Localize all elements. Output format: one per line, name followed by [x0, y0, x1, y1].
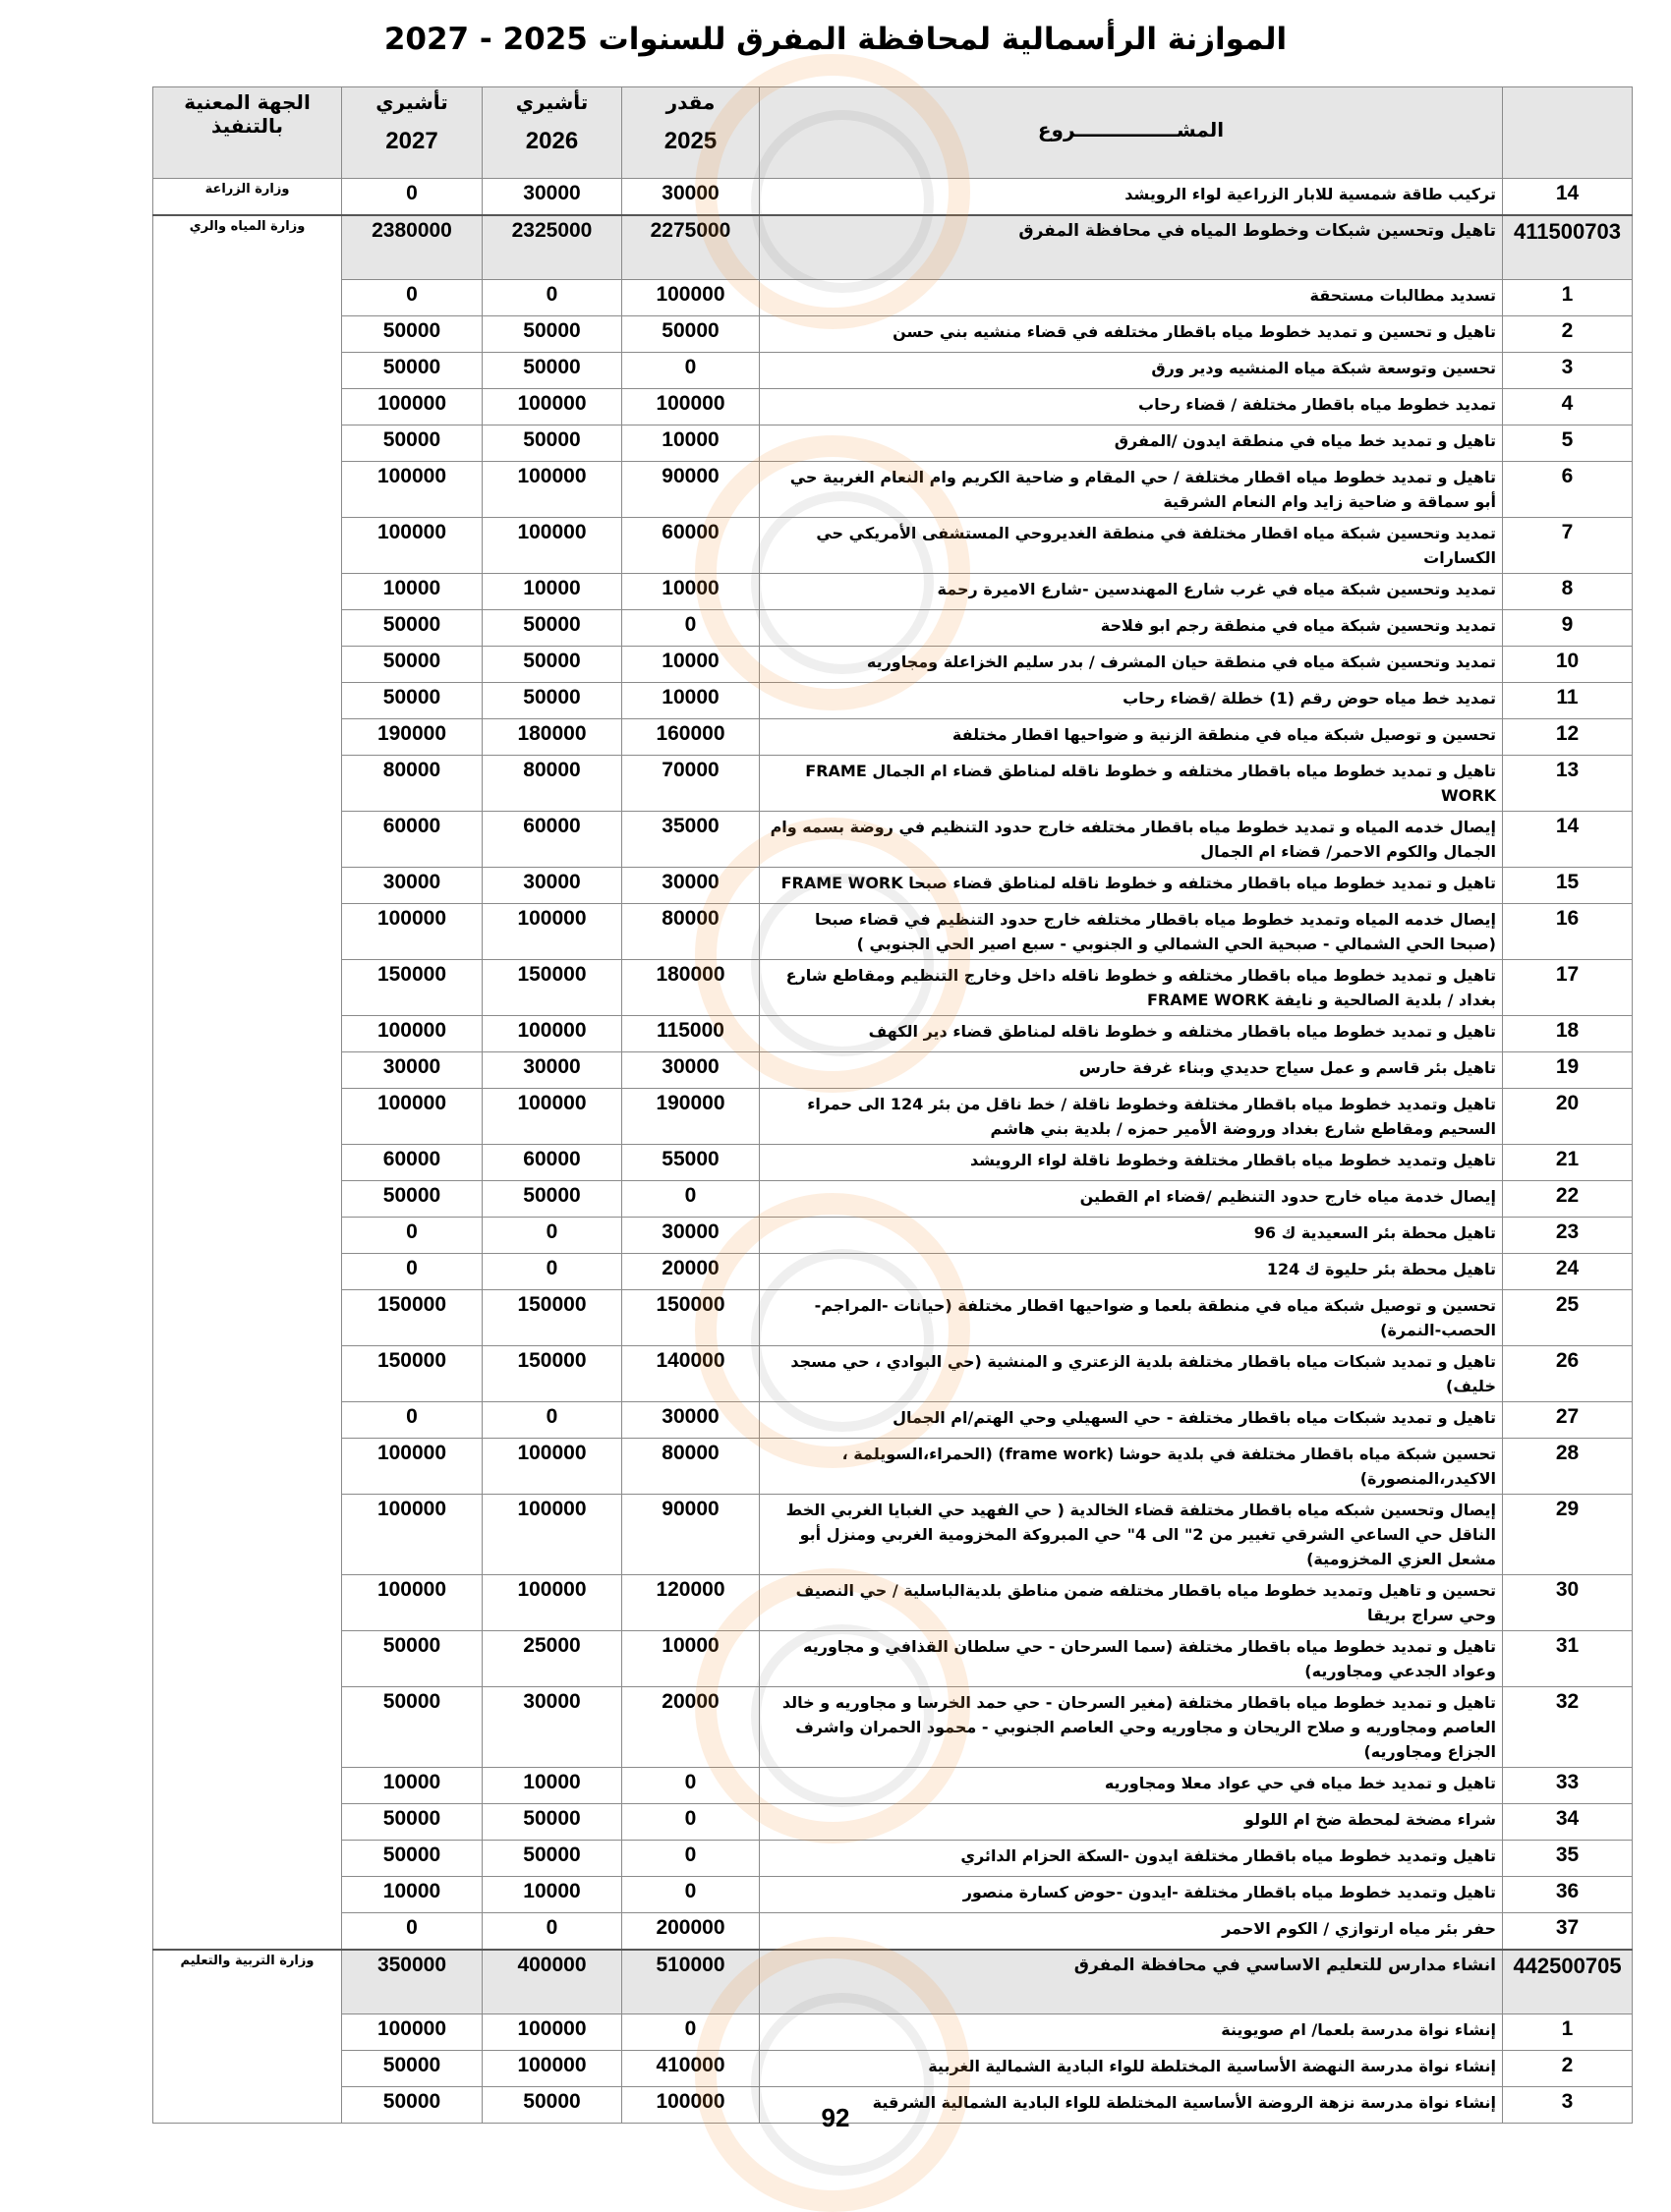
row-2027: 60000	[342, 1145, 483, 1181]
row-2027: 10000	[342, 574, 483, 610]
row-number: 24	[1503, 1254, 1633, 1290]
row-2027: 0	[342, 280, 483, 316]
table-row	[153, 904, 1633, 960]
row-2025: 100000	[622, 389, 760, 425]
row-number: 16	[1503, 904, 1633, 960]
row-2027: 100000	[342, 1089, 483, 1145]
row-2025: 80000	[622, 904, 760, 960]
row-2026: 30000	[483, 868, 622, 904]
row-project: إنشاء نواة مدرسة بلعما/ ام صويوينة	[760, 2014, 1503, 2051]
row-project: تحسين و توصيل شبكة مياه في منطقة بلعما و ضواحيها اقطار مختلفة (حيانات -المراجم-الحصب-النمرة)	[760, 1290, 1503, 1346]
row-2026: 150000	[483, 1346, 622, 1402]
row-project: تاهيل و تمديد خط مياه في منطقة ايدون /المفرق	[760, 425, 1503, 462]
table-row	[153, 179, 1633, 216]
header-2027	[342, 87, 483, 179]
row-project: تاهيل و تمديد خط مياه في حي عواد معلا ومجاوريه	[760, 1768, 1503, 1804]
table-row	[153, 353, 1633, 389]
row-2027: 10000	[342, 1768, 483, 1804]
row-2025: 10000	[622, 1631, 760, 1687]
row-2027: 100000	[342, 2014, 483, 2051]
row-2027: 50000	[342, 425, 483, 462]
row-project: تاهيل و تمديد خطوط مياه باقطار مختلفه و خطوط ناقله لمناطق قضاء ام الجمال FRAME WORK	[760, 756, 1503, 812]
row-2026: 10000	[483, 1877, 622, 1913]
page-number: 92	[821, 2103, 850, 2132]
row-2025: 10000	[622, 574, 760, 610]
row-project: تاهيل وتمديد خطوط مياه باقطار مختلفة وخطوط ناقلة لواء الرويشد	[760, 1145, 1503, 1181]
row-number: 2	[1503, 316, 1633, 353]
row-2027: 50000	[342, 610, 483, 647]
row-2025: 410000	[622, 2051, 760, 2087]
row-2027: 100000	[342, 1575, 483, 1631]
header-2025-label: مقدر	[665, 90, 716, 114]
row-2025: 0	[622, 1877, 760, 1913]
header-2027-year: 2027	[385, 128, 438, 154]
row-project: إنشاء نواة مدرسة نزهة الروضة الأساسية المختلطة للواء البادية الشمالية الشرقية	[760, 2087, 1503, 2124]
row-2025: 0	[622, 1768, 760, 1804]
row-2025: 160000	[622, 719, 760, 756]
row-number: 28	[1503, 1439, 1633, 1495]
row-2026: 50000	[483, 1804, 622, 1841]
table-row	[153, 1218, 1633, 1254]
row-2025: 30000	[622, 179, 760, 216]
row-number: 5	[1503, 425, 1633, 462]
row-number: 32	[1503, 1687, 1633, 1768]
table-row	[153, 647, 1633, 683]
row-2026: 150000	[483, 1290, 622, 1346]
header-project	[760, 87, 1503, 179]
row-2025: 90000	[622, 462, 760, 518]
row-2026: 100000	[483, 1016, 622, 1052]
row-2027: 50000	[342, 683, 483, 719]
row-2025: 120000	[622, 1575, 760, 1631]
header-department: الجهة المعنية بالتنفيذ	[153, 87, 342, 179]
table-row	[153, 1089, 1633, 1145]
row-number: 14	[1503, 812, 1633, 868]
group-department: وزارة المياه والري	[153, 215, 342, 1950]
row-2025: 10000	[622, 683, 760, 719]
row-project: تاهيل محطة بئر السعيدية ك 96	[760, 1218, 1503, 1254]
row-2027: 0	[342, 1913, 483, 1951]
header-2026	[483, 87, 622, 179]
row-2025: 50000	[622, 316, 760, 353]
row-2025: 190000	[622, 1089, 760, 1145]
row-project: تاهيل و تمديد خطوط مياه باقطار مختلفة (سما السرحان - حي سلطان القذافي و مجاوريه وعواد الجدعي ومجاوريه)	[760, 1631, 1503, 1687]
row-project: تحسين شبكة مياه باقطار مختلفة في بلدية حوشا (frame work) (الحمراء،السويلمة ، الاكيدر،المنصورة)	[760, 1439, 1503, 1495]
row-2027: 0	[342, 1254, 483, 1290]
table-row	[153, 462, 1633, 518]
table-row	[153, 1290, 1633, 1346]
row-number: 6	[1503, 462, 1633, 518]
row-2026: 25000	[483, 1631, 622, 1687]
row-project: إيصال وتحسين شبكه مياه باقطار مختلفة قضاء الخالدية ( حي الفهيد حي الغبايا الغربي الخط الناقل حي الساعي الشرقي تغيير من 2" الى 4" حي المبروكة المخزومية الغربي ومنزل أبو مشعل العزي المخزومية)	[760, 1495, 1503, 1575]
row-number: 3	[1503, 353, 1633, 389]
table-row	[153, 1052, 1633, 1089]
group-row	[153, 1950, 1633, 2014]
row-project: حفر بئر مياه ارتوازي / الكوم الاحمر	[760, 1913, 1503, 1951]
row-2026: 0	[483, 1402, 622, 1439]
row-project: تمديد وتحسين شبكة مياه اقطار مختلفة في منطقة الغديروحي المستشفى الأمريكي حي الكسارات	[760, 518, 1503, 574]
row-2027: 80000	[342, 756, 483, 812]
row-2025: 30000	[622, 1052, 760, 1089]
header-number	[1503, 87, 1633, 179]
row-2025: 35000	[622, 812, 760, 868]
table-row	[153, 960, 1633, 1016]
row-2027: 100000	[342, 462, 483, 518]
table-row	[153, 683, 1633, 719]
row-2025: 90000	[622, 1495, 760, 1575]
table-row	[153, 2051, 1633, 2087]
row-number: 15	[1503, 868, 1633, 904]
table-row	[153, 868, 1633, 904]
row-number: 18	[1503, 1016, 1633, 1052]
row-2026: 60000	[483, 1145, 622, 1181]
table-row	[153, 610, 1633, 647]
row-project: تمديد خط مياه حوض رقم (1) خطلة /قضاء رحاب	[760, 683, 1503, 719]
row-2026: 100000	[483, 462, 622, 518]
row-number: 37	[1503, 1913, 1633, 1951]
table-row	[153, 1804, 1633, 1841]
row-2027: 50000	[342, 1804, 483, 1841]
table-row	[153, 280, 1633, 316]
row-2025: 80000	[622, 1439, 760, 1495]
row-2025: 0	[622, 2014, 760, 2051]
table-row	[153, 1402, 1633, 1439]
row-2027: 100000	[342, 1016, 483, 1052]
row-2026: 10000	[483, 574, 622, 610]
row-2026: 100000	[483, 1439, 622, 1495]
row-2026: 100000	[483, 2051, 622, 2087]
capital-budget-table	[152, 86, 1633, 2124]
table-row	[153, 719, 1633, 756]
row-2026: 100000	[483, 518, 622, 574]
row-2026: 50000	[483, 647, 622, 683]
table-row	[153, 1254, 1633, 1290]
row-2026: 50000	[483, 1181, 622, 1218]
row-2027: 50000	[342, 316, 483, 353]
row-2026: 0	[483, 1913, 622, 1951]
row-project: تاهيل و تحسين و تمديد خطوط مياه باقطار مختلفه في قضاء منشيه بني حسن	[760, 316, 1503, 353]
row-project: تسديد مطالبات مستحقة	[760, 280, 1503, 316]
row-number: 20	[1503, 1089, 1633, 1145]
row-2025: 20000	[622, 1687, 760, 1768]
header-2026-year: 2026	[525, 128, 579, 154]
row-2025: 115000	[622, 1016, 760, 1052]
row-number: 21	[1503, 1145, 1633, 1181]
row-project: تركيب طاقة شمسية للابار الزراعية لواء الرويشد	[760, 179, 1503, 216]
row-2027: 100000	[342, 1495, 483, 1575]
row-2025: 60000	[622, 518, 760, 574]
row-2026: 50000	[483, 1841, 622, 1877]
row-2026: 50000	[483, 425, 622, 462]
row-2027: 100000	[342, 518, 483, 574]
row-2026: 50000	[483, 353, 622, 389]
row-2027: 150000	[342, 1346, 483, 1402]
group-2025: 510000	[622, 1950, 760, 2014]
table-header-row	[153, 87, 1633, 179]
row-2026: 30000	[483, 1052, 622, 1089]
row-2026: 100000	[483, 1089, 622, 1145]
row-number: 1	[1503, 280, 1633, 316]
row-2027: 30000	[342, 868, 483, 904]
header-project-label: المشـــــــــــــــروع	[1037, 118, 1225, 142]
row-project: تحسين و توصيل شبكة مياه في منطقة الزنية و ضواحيها اقطار مختلفة	[760, 719, 1503, 756]
row-project: تمديد وتحسين شبكة مياه في منطقة حيان المشرف / بدر سليم الخزاعلة ومجاوريه	[760, 647, 1503, 683]
group-2027: 350000	[342, 1950, 483, 2014]
row-2025: 0	[622, 1841, 760, 1877]
table-row	[153, 1575, 1633, 1631]
row-2025: 20000	[622, 1254, 760, 1290]
row-project: تاهيل و تمديد خطوط مياه باقطار مختلفه و خطوط ناقله داخل وخارج التنظيم ومقاطع شارع بغداد / بلدية الصالحية و نايفة FRAME WORK	[760, 960, 1503, 1016]
group-2025: 2275000	[622, 215, 760, 280]
row-2025: 30000	[622, 1218, 760, 1254]
row-project: تحسين وتوسعة شبكة مياه المنشيه ودير ورق	[760, 353, 1503, 389]
row-number: 8	[1503, 574, 1633, 610]
table-row	[153, 1181, 1633, 1218]
row-project: تاهيل و تمديد خطوط مياه اقطار مختلفة / حي المقام و ضاحية الكريم وام النعام الغربية حي أبو سماقة و ضاحية زايد وام النعام الشرقية	[760, 462, 1503, 518]
row-2026: 100000	[483, 2014, 622, 2051]
row-2025: 0	[622, 1181, 760, 1218]
row-number: 25	[1503, 1290, 1633, 1346]
row-2027: 30000	[342, 1052, 483, 1089]
row-project: تاهيل و تمديد خطوط مياه باقطار مختلفه و خطوط ناقله لمناطق قضاء دير الكهف	[760, 1016, 1503, 1052]
row-2027: 50000	[342, 647, 483, 683]
row-department: وزارة الزراعة	[153, 179, 342, 216]
row-2027: 0	[342, 179, 483, 216]
row-2026: 30000	[483, 1687, 622, 1768]
row-number: 27	[1503, 1402, 1633, 1439]
row-2025: 0	[622, 610, 760, 647]
row-number: 29	[1503, 1495, 1633, 1575]
row-2026: 60000	[483, 812, 622, 868]
group-department: وزارة التربية والتعليم	[153, 1950, 342, 2124]
table-row	[153, 518, 1633, 574]
row-2026: 100000	[483, 389, 622, 425]
row-2025: 100000	[622, 280, 760, 316]
row-number: 26	[1503, 1346, 1633, 1402]
group-code: 442500705	[1503, 1950, 1633, 2014]
row-number: 7	[1503, 518, 1633, 574]
header-2025	[622, 87, 760, 179]
row-2026: 80000	[483, 756, 622, 812]
row-2027: 50000	[342, 353, 483, 389]
table-row	[153, 1687, 1633, 1768]
row-number: 13	[1503, 756, 1633, 812]
group-2026: 400000	[483, 1950, 622, 2014]
table-row	[153, 1145, 1633, 1181]
table-row	[153, 425, 1633, 462]
row-project: تاهيل و تمديد خطوط مياه باقطار مختلفة (مغير السرحان - حي حمد الخرسا و مجاوريه و خالد العاصم ومجاوريه و صلاح الريحان و مجاوريه وحي العاصم الجنوبي - محمود الحمران واشرف الجزاع ومجاوريه)	[760, 1687, 1503, 1768]
header-2027-label: تأشيري	[375, 90, 448, 114]
row-project: تاهيل بئر قاسم و عمل سياج حديدي وبناء غرفة حارس	[760, 1052, 1503, 1089]
table-row	[153, 1841, 1633, 1877]
row-2026: 180000	[483, 719, 622, 756]
table-row	[153, 1913, 1633, 1951]
table-row	[153, 1495, 1633, 1575]
row-project: إيصال خدمة مياه خارج حدود التنظيم /قضاء ام القطين	[760, 1181, 1503, 1218]
group-2027: 2380000	[342, 215, 483, 280]
table-row	[153, 316, 1633, 353]
row-number: 14	[1503, 179, 1633, 216]
row-project: تاهيل وتمديد خطوط مياه باقطار مختلفة ايدون -السكة الحزام الدائري	[760, 1841, 1503, 1877]
row-2026: 50000	[483, 610, 622, 647]
row-2025: 30000	[622, 868, 760, 904]
row-2025: 200000	[622, 1913, 760, 1951]
row-2027: 50000	[342, 1841, 483, 1877]
table-row	[153, 1439, 1633, 1495]
row-number: 33	[1503, 1768, 1633, 1804]
row-2027: 50000	[342, 1631, 483, 1687]
header-2026-label: تأشيري	[515, 90, 589, 114]
table-row	[153, 1768, 1633, 1804]
row-2026: 100000	[483, 1495, 622, 1575]
row-project: تمديد وتحسين شبكة مياه في غرب شارع المهندسين -شارع الاميرة رحمة	[760, 574, 1503, 610]
row-number: 30	[1503, 1575, 1633, 1631]
row-2026: 50000	[483, 2087, 622, 2124]
row-2027: 100000	[342, 904, 483, 960]
header-2025-year: 2025	[663, 128, 718, 154]
row-2026: 150000	[483, 960, 622, 1016]
row-2025: 0	[622, 1804, 760, 1841]
group-code: 411500703	[1503, 215, 1633, 280]
row-number: 3	[1503, 2087, 1633, 2124]
group-project: انشاء مدارس للتعليم الاساسي في محافظة المفرق	[760, 1950, 1503, 2014]
row-2027: 0	[342, 1218, 483, 1254]
row-2025: 150000	[622, 1290, 760, 1346]
row-number: 36	[1503, 1877, 1633, 1913]
row-2027: 50000	[342, 2087, 483, 2124]
row-2026: 100000	[483, 904, 622, 960]
row-project: إيصال خدمه المياه وتمديد خطوط مياه باقطار مختلفه خارج حدود التنظيم في قضاء صبحا (صبحا الحي الشمالي - صبحية الحي الشمالي و الجنوبي - سبع اصير الحي الجنوبي )	[760, 904, 1503, 960]
group-row	[153, 215, 1633, 280]
row-number: 19	[1503, 1052, 1633, 1089]
row-2025: 180000	[622, 960, 760, 1016]
table-row	[153, 2014, 1633, 2051]
table-row	[153, 1016, 1633, 1052]
row-2025: 10000	[622, 425, 760, 462]
row-2027: 50000	[342, 2051, 483, 2087]
row-number: 1	[1503, 2014, 1633, 2051]
row-number: 34	[1503, 1804, 1633, 1841]
row-2026: 50000	[483, 316, 622, 353]
row-2025: 10000	[622, 647, 760, 683]
row-project: تمديد وتحسين شبكة مياه في منطقة رجم ابو فلاحة	[760, 610, 1503, 647]
row-2025: 70000	[622, 756, 760, 812]
row-project: شراء مضخة لمحطة ضخ ام اللولو	[760, 1804, 1503, 1841]
row-number: 35	[1503, 1841, 1633, 1877]
table-row	[153, 1346, 1633, 1402]
row-2025: 140000	[622, 1346, 760, 1402]
row-project: تاهيل وتمديد خطوط مياه باقطار مختلفة وخطوط ناقلة / خط ناقل من بئر 124 الى حمراء السحيم ومقاطع شارع بغداد وروضة الأمير حمزه / بلدية بني هاشم	[760, 1089, 1503, 1145]
row-number: 9	[1503, 610, 1633, 647]
row-2027: 0	[342, 1402, 483, 1439]
row-2027: 150000	[342, 1290, 483, 1346]
row-2026: 0	[483, 1218, 622, 1254]
row-2027: 150000	[342, 960, 483, 1016]
row-number: 31	[1503, 1631, 1633, 1687]
row-2026: 100000	[483, 1575, 622, 1631]
row-2027: 60000	[342, 812, 483, 868]
group-2026: 2325000	[483, 215, 622, 280]
row-2027: 190000	[342, 719, 483, 756]
row-project: تحسين و تاهيل وتمديد خطوط مياه باقطار مختلفه ضمن مناطق بلديةالباسلية / حي النصيف وحي سراج بريقا	[760, 1575, 1503, 1631]
row-2026: 0	[483, 1254, 622, 1290]
row-project: تاهيل و تمديد خطوط مياه باقطار مختلفه و خطوط ناقله لمناطق قضاء صبحا FRAME WORK	[760, 868, 1503, 904]
row-number: 22	[1503, 1181, 1633, 1218]
row-2025: 100000	[622, 2087, 760, 2124]
table-row	[153, 1877, 1633, 1913]
row-2027: 10000	[342, 1877, 483, 1913]
row-project: تاهيل محطة بئر حليوة ك 124	[760, 1254, 1503, 1290]
row-2026: 30000	[483, 179, 622, 216]
row-project: تمديد خطوط مياه باقطار مختلفة / قضاء رحاب	[760, 389, 1503, 425]
row-2026: 10000	[483, 1768, 622, 1804]
row-number: 2	[1503, 2051, 1633, 2087]
row-number: 12	[1503, 719, 1633, 756]
row-number: 10	[1503, 647, 1633, 683]
row-number: 23	[1503, 1218, 1633, 1254]
group-project: تاهيل وتحسين شبكات وخطوط المياه في محافظة المفرق	[760, 215, 1503, 280]
row-2027: 100000	[342, 1439, 483, 1495]
row-project: إنشاء نواة مدرسة النهضة الأساسية المختلطة للواء البادية الشمالية الغربية	[760, 2051, 1503, 2087]
row-2026: 0	[483, 280, 622, 316]
table-row	[153, 812, 1633, 868]
row-2025: 0	[622, 353, 760, 389]
row-project: تاهيل و تمديد شبكات مياه باقطار مختلفة بلدية الزعتري و المنشية (حي البوادي ، حي مسجد خليف)	[760, 1346, 1503, 1402]
row-project: إيصال خدمه المياه و تمديد خطوط مياه باقطار مختلفه خارج حدود التنظيم في روضة بسمه وام الجمال والكوم الاحمر/ قضاء ام الجمال	[760, 812, 1503, 868]
table-row	[153, 756, 1633, 812]
row-2025: 55000	[622, 1145, 760, 1181]
table-row	[153, 389, 1633, 425]
row-2026: 50000	[483, 683, 622, 719]
row-2027: 100000	[342, 389, 483, 425]
row-2025: 30000	[622, 1402, 760, 1439]
row-number: 17	[1503, 960, 1633, 1016]
row-2027: 50000	[342, 1181, 483, 1218]
row-2027: 50000	[342, 1687, 483, 1768]
row-project: تاهيل وتمديد خطوط مياه باقطار مختلفة -ايدون -حوض كسارة منصور	[760, 1877, 1503, 1913]
row-project: تاهيل و تمديد شبكات مياه باقطار مختلفة - حي السهيلي وحي الهتم/ام الجمال	[760, 1402, 1503, 1439]
table-row	[153, 574, 1633, 610]
table-row	[153, 1631, 1633, 1687]
row-number: 4	[1503, 389, 1633, 425]
row-number: 11	[1503, 683, 1633, 719]
page-title: الموازنة الرأسمالية لمحافظة المفرق للسنوات 2025 - 2027	[383, 22, 1288, 57]
